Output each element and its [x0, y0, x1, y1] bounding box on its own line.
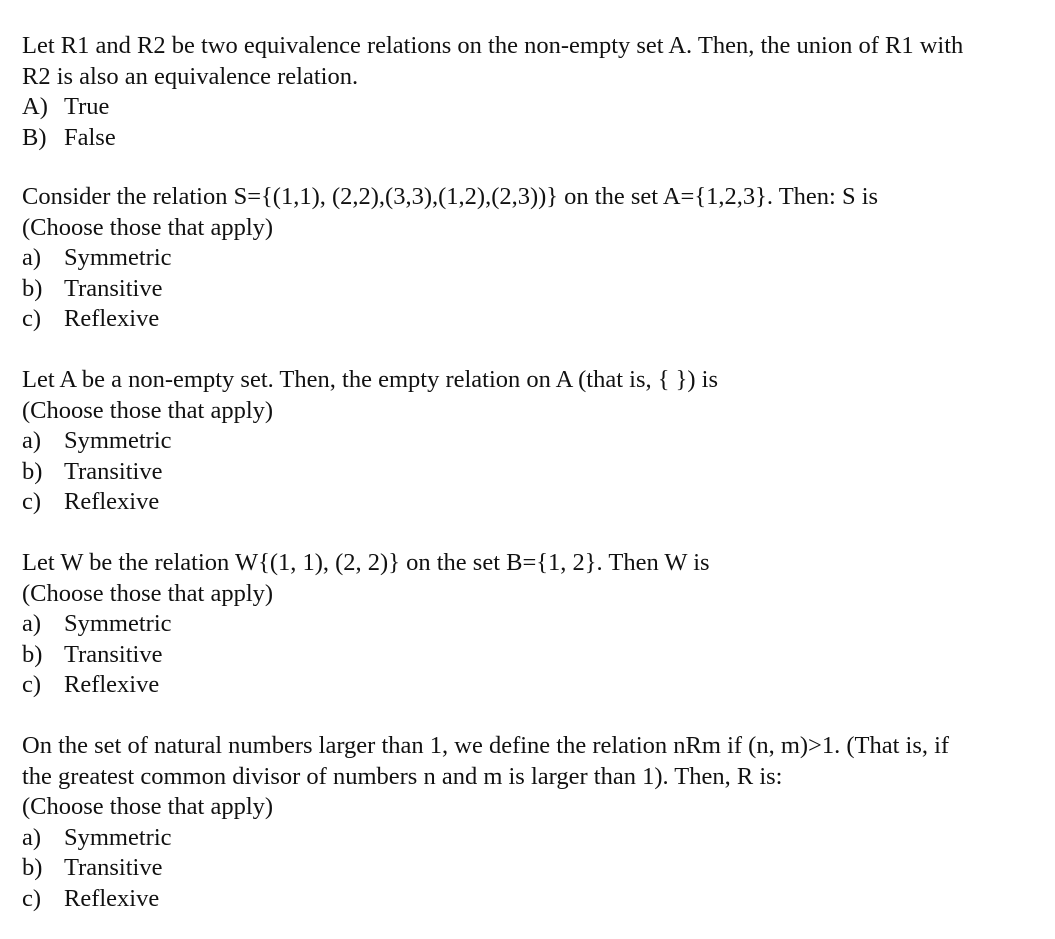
question-1 [22, 31, 963, 153]
option-reflexive [22, 304, 878, 335]
option-letter: a) [22, 610, 42, 637]
option-reflexive [22, 670, 710, 701]
option-reflexive [22, 487, 718, 518]
option-letter: a) [22, 244, 42, 271]
option-label: Transitive [64, 457, 163, 485]
option-letter: B) [22, 123, 47, 151]
option-letter: c) [22, 671, 42, 698]
option-true [22, 92, 963, 123]
option-transitive [22, 457, 718, 488]
option-transitive [22, 853, 949, 884]
option-label: False [64, 123, 116, 151]
option-reflexive [22, 884, 949, 915]
question-text-line: Consider the relation S={(1,1), (2,2),(3,3),(1,2),(2,3))} on the set A={1,2,3}. Then: S is [22, 183, 879, 210]
option-letter: b) [22, 854, 43, 881]
option-letter: b) [22, 274, 43, 302]
option-label: Reflexive [64, 305, 160, 332]
option-transitive [22, 274, 878, 305]
question-5 [22, 731, 949, 914]
option-letter: a) [22, 427, 42, 454]
option-label: Symmetric [64, 427, 172, 454]
question-text-line: Let R1 and R2 be two equivalence relations on the non-empty set A. Then, the union of R1 with [22, 32, 964, 59]
option-label: Transitive [64, 640, 163, 668]
question-instruction: (Choose those that apply) [22, 579, 274, 607]
question-4 [22, 548, 710, 701]
question-text-line: On the set of natural numbers larger than 1, we define the relation nRm if (n, m)>1. (That is, if [22, 732, 950, 759]
option-letter: b) [22, 457, 43, 485]
option-label: Reflexive [64, 671, 160, 698]
option-letter: a) [22, 823, 42, 851]
question-instruction: (Choose those that apply) [22, 396, 274, 424]
option-label: Symmetric [64, 244, 172, 271]
question-3 [22, 365, 718, 518]
option-letter: c) [22, 305, 42, 332]
option-letter: A) [22, 93, 48, 120]
option-label: Symmetric [64, 823, 172, 851]
question-text-line: Let A be a non-empty set. Then, the empty relation on A (that is, { }) is [22, 366, 719, 393]
question-text-line: R2 is also an equivalence relation. [22, 62, 359, 90]
option-label: Symmetric [64, 610, 172, 637]
option-letter: b) [22, 640, 43, 668]
option-symmetric [22, 243, 878, 274]
question-instruction: (Choose those that apply) [22, 793, 274, 820]
option-label: True [64, 93, 110, 120]
option-false [22, 123, 963, 154]
question-text-line: the greatest common divisor of numbers n and m is larger than 1). Then, R is: [22, 762, 783, 790]
option-letter: c) [22, 488, 42, 515]
option-label: Transitive [64, 854, 163, 881]
option-symmetric [22, 823, 949, 854]
option-label: Reflexive [64, 488, 160, 515]
question-2 [22, 182, 878, 335]
option-label: Transitive [64, 274, 163, 302]
option-symmetric [22, 609, 710, 640]
question-text-line: Let W be the relation W{(1, 1), (2, 2)} on the set B={1, 2}. Then W is [22, 549, 710, 576]
option-letter: c) [22, 884, 42, 912]
option-label: Reflexive [64, 884, 160, 912]
question-instruction: (Choose those that apply) [22, 213, 274, 241]
option-transitive [22, 640, 710, 671]
option-symmetric [22, 426, 718, 457]
